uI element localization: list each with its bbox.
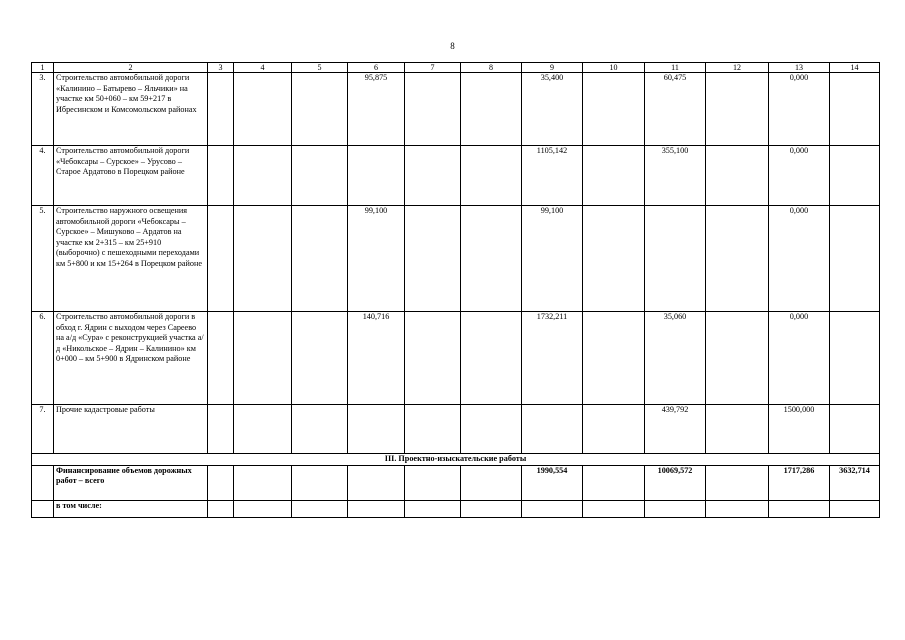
column-number-row (32, 63, 880, 73)
total-cell-14: 3632,714 (830, 465, 880, 500)
cell-14 (830, 500, 880, 517)
cell-8 (461, 405, 522, 454)
cell-5 (292, 206, 348, 312)
cell-11: 35,060 (645, 312, 706, 405)
column-number: 8 (461, 63, 522, 73)
budget-table (31, 62, 880, 518)
total-cell-13: 1717,286 (769, 465, 830, 500)
row-name: Строительство автомобильной дороги «Калинино – Батырево – Яльчики» на участке км 50+060 – км 59+217 в Ибресинском и Комсомольском районах (54, 73, 208, 146)
row-number (32, 500, 54, 517)
cell-7 (405, 500, 461, 517)
cell-8 (461, 500, 522, 517)
cell-4 (234, 206, 292, 312)
column-number: 13 (769, 63, 830, 73)
cell-10 (583, 312, 645, 405)
including-label: в том числе: (54, 500, 208, 517)
row-number (32, 465, 54, 500)
table-row (32, 206, 880, 312)
cell-10 (583, 146, 645, 206)
cell-4 (234, 500, 292, 517)
cell-6: 140,716 (348, 312, 405, 405)
column-number: 6 (348, 63, 405, 73)
cell-9: 35,400 (522, 73, 583, 146)
cell-4 (234, 73, 292, 146)
cell-3 (208, 465, 234, 500)
cell-4 (234, 146, 292, 206)
row-number: 7. (32, 405, 54, 454)
cell-14 (830, 405, 880, 454)
table-row (32, 405, 880, 454)
row-name: Строительство наружного освещения автомобильной дороги «Чебоксары – Сурское» – Мишуково – Ардатов на участке км 2+315 – км 25+910 (выборочно) с пешеходными переходами км 5+800 и км 15+264 в Порецком районе (54, 206, 208, 312)
cell-6 (348, 146, 405, 206)
cell-5 (292, 465, 348, 500)
cell-8 (461, 73, 522, 146)
cell-3 (208, 146, 234, 206)
cell-3 (208, 206, 234, 312)
cell-14 (830, 312, 880, 405)
column-number: 4 (234, 63, 292, 73)
total-cell-9: 1990,554 (522, 465, 583, 500)
cell-12 (706, 500, 769, 517)
cell-12 (706, 465, 769, 500)
row-name: Строительство автомобильной дороги «Чебоксары – Сурское» – Урусово – Старое Ардатово в Порецком районе (54, 146, 208, 206)
cell-9: 99,100 (522, 206, 583, 312)
column-number: 1 (32, 63, 54, 73)
column-number: 14 (830, 63, 880, 73)
cell-8 (461, 206, 522, 312)
cell-8 (461, 465, 522, 500)
column-number: 11 (645, 63, 706, 73)
cell-8 (461, 146, 522, 206)
cell-7 (405, 206, 461, 312)
total-cell-11: 10069,572 (645, 465, 706, 500)
column-number: 2 (54, 63, 208, 73)
column-number: 5 (292, 63, 348, 73)
cell-7 (405, 405, 461, 454)
cell-13: 0,000 (769, 146, 830, 206)
section-header-row (32, 454, 880, 466)
column-number: 9 (522, 63, 583, 73)
cell-7 (405, 73, 461, 146)
cell-4 (234, 465, 292, 500)
row-name: Строительство автомобильной дороги в обход г. Ядрин с выходом через Сареево на а/д «Сура» с реконструкцией участка а/д «Никольское – Ядрин – Калинино» км 0+000 – км 5+900 в Ядринском районе (54, 312, 208, 405)
table-row (32, 146, 880, 206)
cell-12 (706, 146, 769, 206)
cell-4 (234, 312, 292, 405)
total-row (32, 465, 880, 500)
table-row (32, 73, 880, 146)
table-row (32, 312, 880, 405)
cell-5 (292, 405, 348, 454)
total-label: Финансирование объемов дорожных работ – всего (54, 465, 208, 500)
row-number: 4. (32, 146, 54, 206)
cell-7 (405, 312, 461, 405)
cell-3 (208, 405, 234, 454)
cell-11 (645, 500, 706, 517)
cell-3 (208, 500, 234, 517)
cell-8 (461, 312, 522, 405)
cell-11 (645, 206, 706, 312)
cell-3 (208, 312, 234, 405)
cell-6: 95,875 (348, 73, 405, 146)
page-number: 8 (450, 41, 455, 51)
cell-11: 355,100 (645, 146, 706, 206)
cell-5 (292, 73, 348, 146)
cell-13: 0,000 (769, 73, 830, 146)
cell-5 (292, 146, 348, 206)
cell-13: 0,000 (769, 312, 830, 405)
including-row (32, 500, 880, 517)
cell-6: 99,100 (348, 206, 405, 312)
column-number: 10 (583, 63, 645, 73)
column-number: 3 (208, 63, 234, 73)
cell-12 (706, 405, 769, 454)
row-number: 5. (32, 206, 54, 312)
cell-9: 1732,211 (522, 312, 583, 405)
cell-14 (830, 146, 880, 206)
cell-12 (706, 312, 769, 405)
cell-6 (348, 405, 405, 454)
cell-5 (292, 500, 348, 517)
cell-6 (348, 465, 405, 500)
cell-10 (583, 405, 645, 454)
row-name: Прочие кадастровые работы (54, 405, 208, 454)
cell-12 (706, 206, 769, 312)
column-number: 12 (706, 63, 769, 73)
cell-10 (583, 206, 645, 312)
cell-9 (522, 405, 583, 454)
cell-6 (348, 500, 405, 517)
cell-14 (830, 73, 880, 146)
cell-5 (292, 312, 348, 405)
cell-14 (830, 206, 880, 312)
cell-7 (405, 146, 461, 206)
cell-4 (234, 405, 292, 454)
cell-11: 60,475 (645, 73, 706, 146)
cell-7 (405, 465, 461, 500)
cell-10 (583, 73, 645, 146)
cell-9 (522, 500, 583, 517)
row-number: 6. (32, 312, 54, 405)
cell-13 (769, 500, 830, 517)
cell-3 (208, 73, 234, 146)
row-number: 3. (32, 73, 54, 146)
cell-10 (583, 500, 645, 517)
cell-13: 1500,000 (769, 405, 830, 454)
cell-13: 0,000 (769, 206, 830, 312)
cell-12 (706, 73, 769, 146)
section-title: III. Проектно-изыскательские работы (32, 454, 880, 466)
cell-9: 1105,142 (522, 146, 583, 206)
cell-10 (583, 465, 645, 500)
cell-11: 439,792 (645, 405, 706, 454)
column-number: 7 (405, 63, 461, 73)
